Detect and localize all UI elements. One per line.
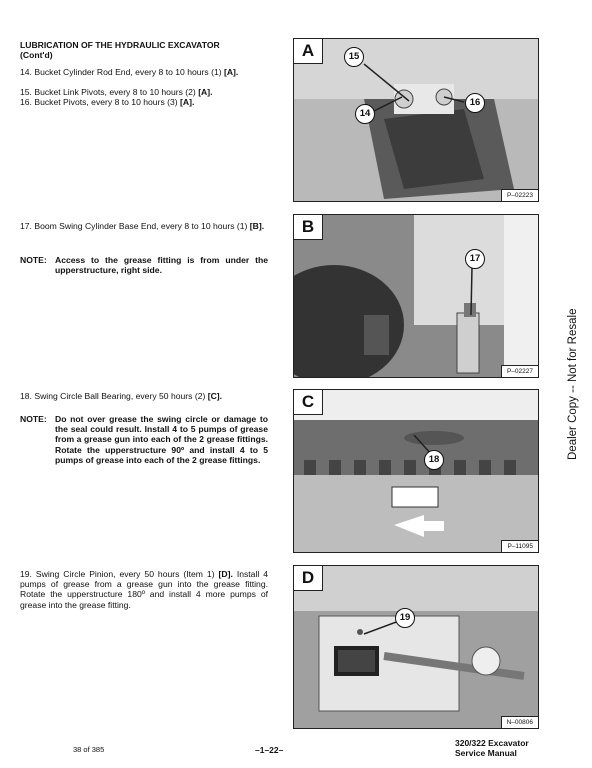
figure-c	[293, 389, 539, 553]
figure-code: P–02227	[501, 365, 538, 377]
figure-b-photo	[294, 215, 539, 378]
note-label: NOTE:	[20, 255, 47, 265]
footer-title	[455, 738, 545, 758]
figure-d-photo	[294, 566, 539, 729]
footer-manual: Service Manual	[455, 748, 517, 758]
figure-letter: C	[294, 390, 323, 415]
figure-c-photo	[294, 390, 539, 553]
figure-a	[293, 38, 539, 202]
section-title-line1: LUBRICATION OF THE HYDRAULIC EXCAVATOR	[20, 40, 220, 50]
note	[20, 414, 268, 465]
figure-b	[293, 214, 539, 378]
figure-a-photo	[294, 39, 539, 202]
page-number: –1–22–	[255, 745, 284, 755]
note	[20, 255, 268, 275]
callout-14: 14	[355, 104, 375, 124]
note-text: Do not over grease the swing circle or damage to the seal could result. Install 4 to 5 pumps of grease from a grease gun into each of the 2 grease fittings. Rotate the upperstructure 90º and install 4 to 5 pumps of grease into each of the 2 grease fittings.	[55, 414, 268, 465]
list-item: 16. Bucket Pivots, every 8 to 10 hours (3) [A].	[20, 97, 195, 107]
figure-d	[293, 565, 539, 729]
callout-18: 18	[424, 450, 444, 470]
list-item: 18. Swing Circle Ball Bearing, every 50 hours (2) [C].	[20, 391, 223, 401]
section-title-line2: (Cont'd)	[20, 50, 53, 61]
note-label: NOTE:	[20, 414, 47, 424]
figure-code: P–11095	[501, 540, 538, 552]
figure-code: P–02223	[501, 189, 538, 201]
list-item: 17. Boom Swing Cylinder Base End, every 8 to 10 hours (1) [B].	[20, 221, 265, 231]
figure-code: N–00806	[501, 716, 538, 728]
figure-letter: B	[294, 215, 323, 240]
list-item: 19. Swing Circle Pinion, every 50 hours (Item 1) [D]. Install 4 pumps of grease from a grease gun into the grease fitting. Rotate the upperstructure 180º and install 4 more pumps of grease into the grease fitting.	[20, 569, 269, 610]
callout-15: 15	[344, 47, 364, 67]
side-watermark-text: Dealer Copy -- Not for Resale	[567, 308, 579, 460]
callout-17: 17	[465, 249, 485, 269]
figure-letter: D	[294, 566, 323, 591]
footer-model: 320/322 Excavator	[455, 738, 529, 748]
page-count: 38 of 385	[73, 745, 105, 754]
section-title	[20, 40, 270, 60]
callout-19: 19	[395, 608, 415, 628]
note-text: Access to the grease fitting is from under the upperstructure, right side.	[55, 255, 268, 276]
figure-letter: A	[294, 39, 323, 64]
list-item: 14. Bucket Cylinder Rod End, every 8 to 10 hours (1) [A].	[20, 67, 239, 77]
list-item: 15. Bucket Link Pivots, every 8 to 10 hours (2) [A].	[20, 87, 213, 97]
callout-16: 16	[465, 93, 485, 113]
